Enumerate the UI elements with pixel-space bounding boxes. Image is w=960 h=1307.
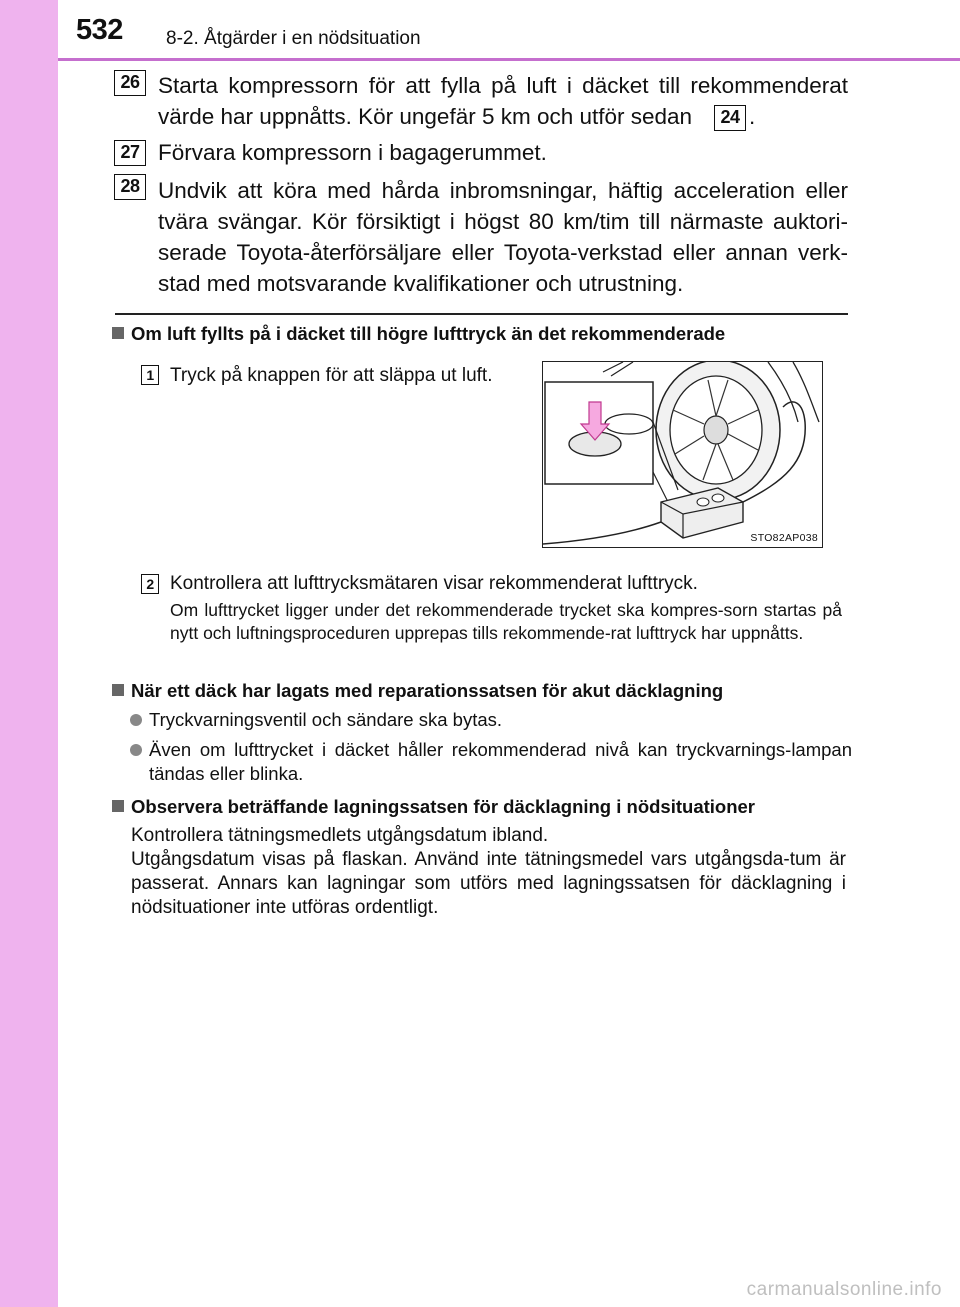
step-ref-24-badge: 24 bbox=[714, 105, 746, 131]
step-26-badge: 26 bbox=[114, 70, 146, 96]
substep-2-badge: 2 bbox=[141, 574, 159, 594]
section2-heading-text: När ett däck har lagats med reparationssatsen för akut däcklagning bbox=[131, 680, 724, 701]
round-bullet-icon bbox=[130, 714, 142, 726]
step-27-text: Förvara kompressorn i bagagerummet. bbox=[158, 140, 547, 165]
square-bullet-icon bbox=[112, 327, 124, 339]
compressor-illustration bbox=[542, 361, 823, 548]
compressor-drawing bbox=[543, 362, 821, 546]
section3-heading bbox=[112, 795, 852, 819]
step-26-period: . bbox=[749, 104, 756, 129]
substep-2-line2: Om lufttrycket ligger under det rekommenderade trycket ska kompres-sorn startas på nytt och luftningsproceduren upprepas tills rekommende-rat lufttryck har uppnåtts. bbox=[170, 600, 842, 643]
section2-bullet-2 bbox=[130, 738, 852, 786]
section2-bullet-2-text: Även om lufttrycket i däcket håller rekommenderad nivå kan tryckvarnings-lampan tändas eller blinka. bbox=[149, 739, 852, 784]
section2-bullet-1 bbox=[130, 708, 848, 732]
section3-heading-text: Observera beträffande lagningssatsen för däcklagning i nödsituationer bbox=[131, 796, 755, 817]
section2-heading bbox=[112, 679, 852, 703]
step-26-body: Starta kompressorn för att fylla på luft i däcket till rekommenderat värde har uppnåtts. Kör ungefär 5 km och utför sedan bbox=[158, 73, 848, 129]
substep-2-line1: Kontrollera att lufttrycksmätaren visar rekommenderat lufttryck. bbox=[170, 573, 698, 594]
section1-heading bbox=[112, 322, 852, 346]
watermark: carmanualsonline.info bbox=[746, 1279, 942, 1300]
step-28-badge: 28 bbox=[114, 174, 146, 200]
square-bullet-icon bbox=[112, 684, 124, 696]
substep-1-text: Tryck på knappen för att släppa ut luft. bbox=[170, 365, 493, 386]
section3-line2: Utgångsdatum visas på flaskan. Använd inte tätningsmedel vars utgångsda-tum är passerat. Annars kan lagningar som utförs med lagningssatsen för däcklagning i nödsituationer inte utföras ordentligt. bbox=[131, 849, 846, 918]
step-27-badge: 27 bbox=[114, 140, 146, 166]
section1-heading-text: Om luft fyllts på i däcket till högre lufttryck än det rekommenderade bbox=[131, 323, 726, 344]
step-28-text: Undvik att köra med hårda inbromsningar, häftig acceleration eller tvära svängar. Kör försiktigt i högst 80 km/tim till närmaste auktori-serade Toyota-återförsäljare eller Toyota-verkstad eller annan verk-stad med motsvarande kvalifikationer och utrustning. bbox=[158, 178, 848, 296]
illustration-code: STO82AP038 bbox=[750, 532, 818, 544]
section-divider bbox=[115, 313, 848, 315]
substep-1-badge: 1 bbox=[141, 365, 159, 385]
header-rule bbox=[58, 58, 960, 61]
section-title: 8-2. Åtgärder i en nödsituation bbox=[166, 28, 421, 49]
section3-line1: Kontrollera tätningsmedlets utgångsdatum ibland. bbox=[131, 825, 549, 846]
round-bullet-icon bbox=[130, 744, 142, 756]
section2-bullet-1-text: Tryckvarningsventil och sändare ska bytas. bbox=[149, 709, 503, 730]
square-bullet-icon bbox=[112, 800, 124, 812]
page-number: 532 bbox=[76, 14, 123, 46]
sidebar-tab bbox=[0, 0, 58, 1307]
